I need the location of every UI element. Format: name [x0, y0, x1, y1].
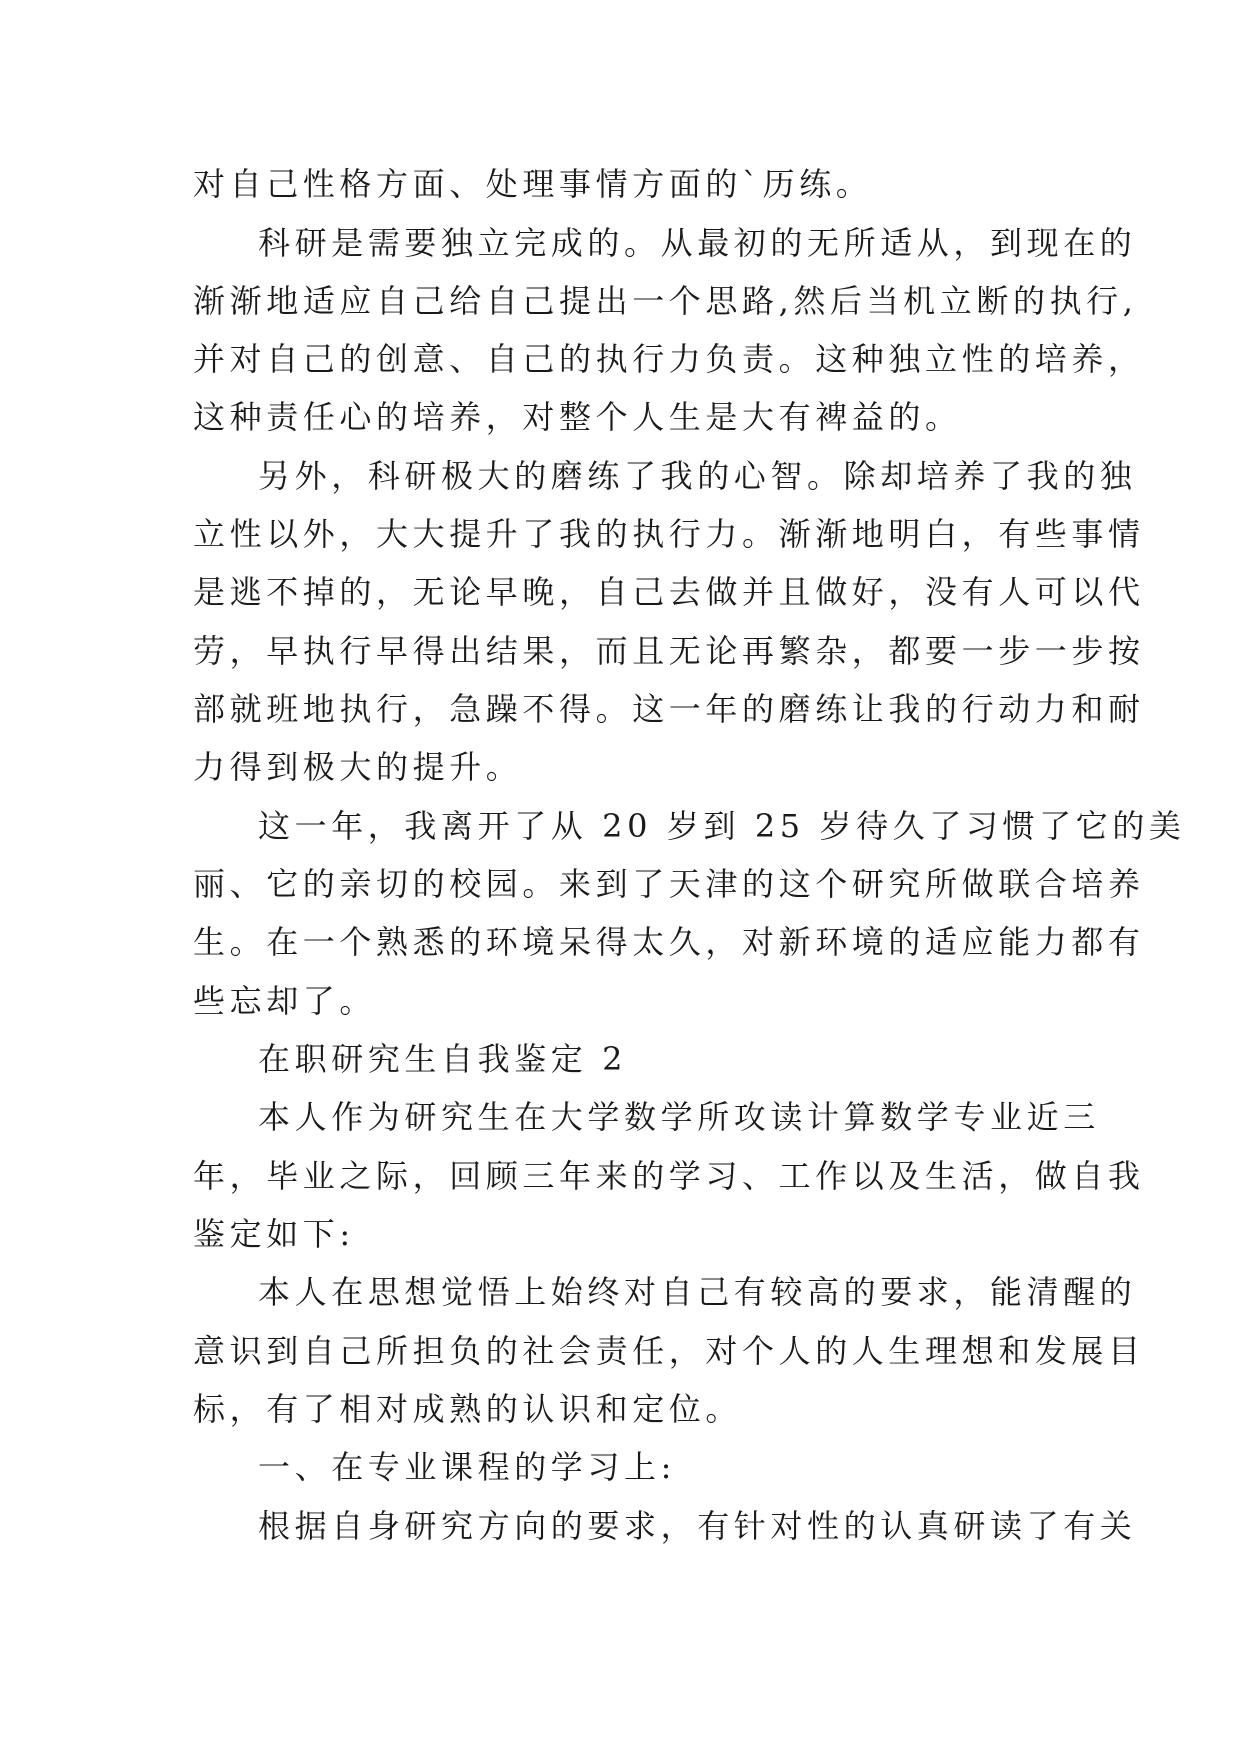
text-line: 劳，早执行早得出结果，而且无论再繁杂，都要一步一步按	[193, 632, 1145, 670]
text-line: 本人在思想觉悟上始终对自己有较高的要求，能清醒的	[258, 1273, 1137, 1311]
text-line: 科研是需要独立完成的。从最初的无所适从，到现在的	[258, 224, 1137, 262]
text-line: 部就班地执行，急躁不得。这一年的磨练让我的行动力和耐	[193, 690, 1145, 728]
text-line: 力得到极大的提升。	[193, 748, 523, 786]
text-line: 这一年，我离开了从 20 岁到 25 岁待久了习惯了它的美	[258, 807, 1186, 845]
text-line: 本人作为研究生在大学数学所攻读计算数学专业近三	[258, 1098, 1100, 1136]
section-heading: 在职研究生自我鉴定 2	[258, 1040, 628, 1078]
text-line: 根据自身研究方向的要求，有针对性的认真研读了有关	[258, 1507, 1137, 1545]
text-line: 鉴定如下:	[193, 1215, 355, 1253]
text-line: 意识到自己所担负的社会责任，对个人的人生理想和发展目	[193, 1332, 1145, 1370]
text-line: 另外，科研极大的磨练了我的心智。除却培养了我的独	[258, 457, 1137, 495]
text-line: 并对自己的创意、自己的执行力负责。这种独立性的培养，	[193, 340, 1145, 378]
text-line: 丽、它的亲切的校园。来到了天津的这个研究所做联合培养	[193, 865, 1145, 903]
text-line: 这种责任心的培养，对整个人生是大有裨益的。	[193, 398, 962, 436]
text-line: 是逃不掉的，无论早晚，自己去做并且做好，没有人可以代	[193, 573, 1145, 611]
text-line: 立性以外，大大提升了我的执行力。渐渐地明白，有些事情	[193, 515, 1145, 553]
text-line: 渐渐地适应自己给自己提出一个思路,然后当机立断的执行,	[193, 282, 1138, 320]
text-line: 生。在一个熟悉的环境呆得太久，对新环境的适应能力都有	[193, 923, 1145, 961]
text-line: 些忘却了。	[193, 982, 377, 1020]
text-line: 对自己性格方面、处理事情方面的`历练。	[193, 165, 873, 203]
subsection-heading: 一、在专业课程的学习上:	[258, 1448, 676, 1486]
text-line: 年，毕业之际，回顾三年来的学习、工作以及生活，做自我	[193, 1157, 1145, 1195]
text-line: 标，有了相对成熟的认识和定位。	[193, 1390, 743, 1428]
